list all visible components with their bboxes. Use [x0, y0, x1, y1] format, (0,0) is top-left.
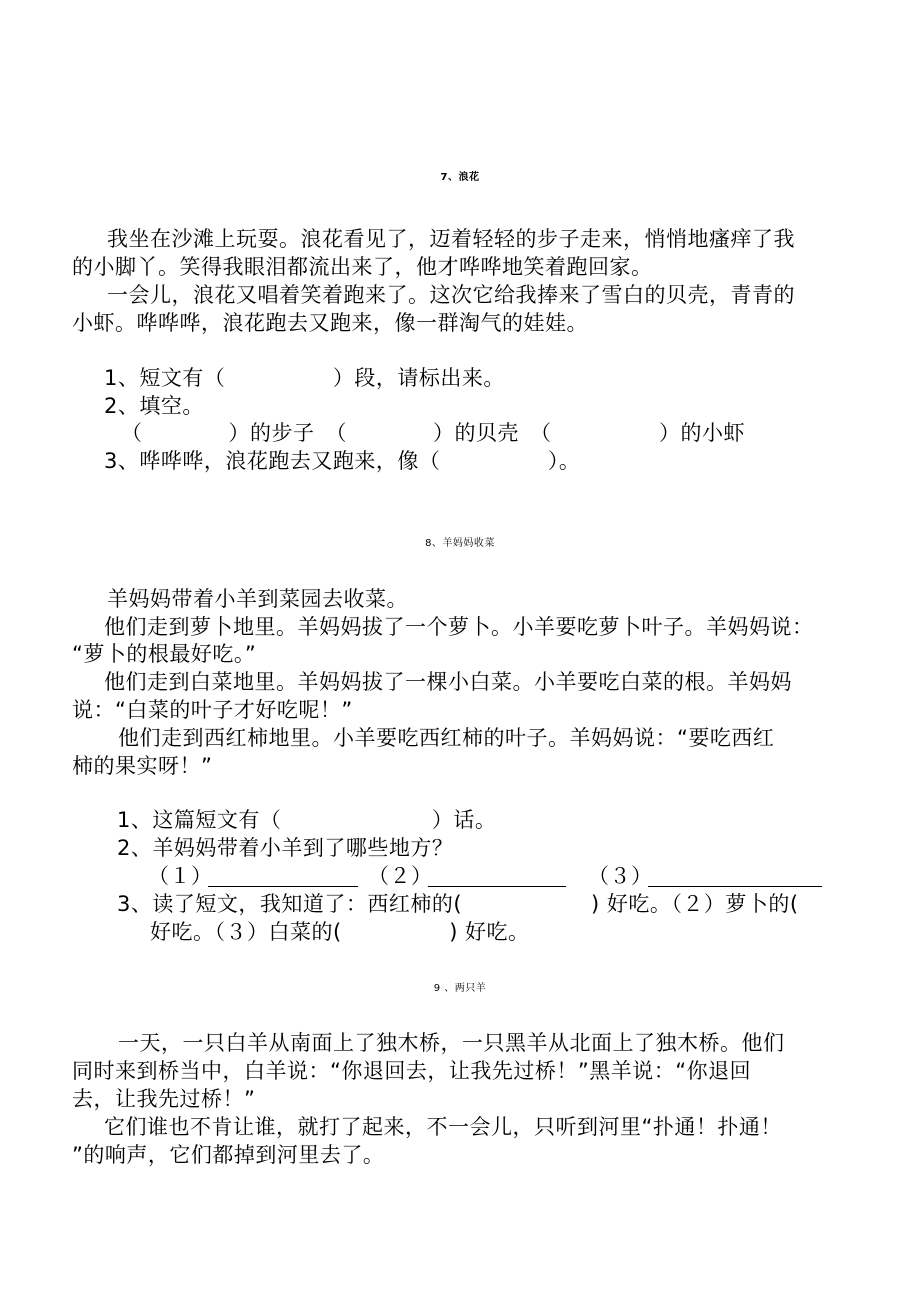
- answer-label-1: （１）: [148, 864, 213, 888]
- paragraph-line: 他们走到西红柿地里。小羊要吃西红柿的叶子。羊妈妈说：“要吃西红: [118, 726, 775, 750]
- question-line: 3、读了短文，我知道了：西红柿的( ) 好吃。（２）萝卜的(: [117, 892, 799, 916]
- paragraph-line: 小虾。哗哗哗，浪花跑去又跑来，像一群淘气的娃娃。: [72, 311, 588, 335]
- question-line: 3、哗哗哗，浪花跑去又跑来，像（ ）。: [104, 449, 581, 473]
- paragraph-line: 同时来到桥当中，白羊说：“你退回去，让我先过桥！”黑羊说：“你退回: [72, 1059, 752, 1083]
- answer-underline-3: [648, 886, 822, 887]
- answer-underline-2: [428, 886, 566, 887]
- paragraph-line: 去，让我先过桥！”: [72, 1087, 256, 1111]
- paragraph-line: ”的响声，它们都掉到河里去了。: [72, 1143, 385, 1167]
- paragraph-line: 它们谁也不肯让谁，就打了起来，不一会儿，只听到河里“扑通！扑通！: [104, 1115, 782, 1139]
- paragraph-line: 一天，一只白羊从南面上了独木桥，一只黑羊从北面上了独木桥。他们: [118, 1031, 785, 1055]
- paragraph-line: “萝卜的根最好吃。”: [72, 642, 257, 666]
- question-line: 好吃。（３）白菜的( ) 好吃。: [150, 920, 530, 944]
- question-line: 2、羊妈妈带着小羊到了哪些地方？: [117, 836, 454, 860]
- paragraph-line: 一会儿，浪花又唱着笑着跑来了。这次它给我捧来了雪白的贝壳，青青的: [107, 283, 795, 307]
- paragraph-line: 说：“白菜的叶子才好吃呢！”: [72, 698, 353, 722]
- section-title-9: 9 、两只羊: [433, 983, 487, 994]
- paragraph-line: 羊妈妈带着小羊到菜园去收菜。: [107, 587, 408, 611]
- question-line: 1、这篇短文有（ ）话。: [117, 808, 497, 832]
- paragraph-line: 他们走到萝卜地里。羊妈妈拔了一个萝卜。小羊要吃萝卜叶子。羊妈妈说：: [104, 615, 814, 639]
- answer-label-2: （２）: [368, 864, 433, 888]
- answer-underline-1: [208, 886, 358, 887]
- section-title-7: 7、浪花: [440, 172, 480, 183]
- question-line: 1、短文有（ ）段，请标出来。: [104, 366, 505, 390]
- answer-label-3: （３）: [588, 864, 653, 888]
- paragraph-line: 我坐在沙滩上玩耍。浪花看见了，迈着轻轻的步子走来，悄悄地瘙痒了我: [107, 227, 795, 251]
- paragraph-line: 的小脚丫。笑得我眼泪都流出来了，他才哗哗地笑着跑回家。: [72, 255, 653, 279]
- paragraph-line: 他们走到白菜地里。羊妈妈拔了一棵小白菜。小羊要吃白菜的根。羊妈妈: [104, 670, 792, 694]
- fill-blank-line: （ ）的步子 （ ）的贝壳 （ ）的小虾: [121, 421, 745, 445]
- paragraph-line: 柿的果实呀！”: [72, 754, 213, 778]
- question-line: 2、填空。: [104, 394, 204, 418]
- section-title-8: 8、羊妈妈收菜: [425, 538, 495, 549]
